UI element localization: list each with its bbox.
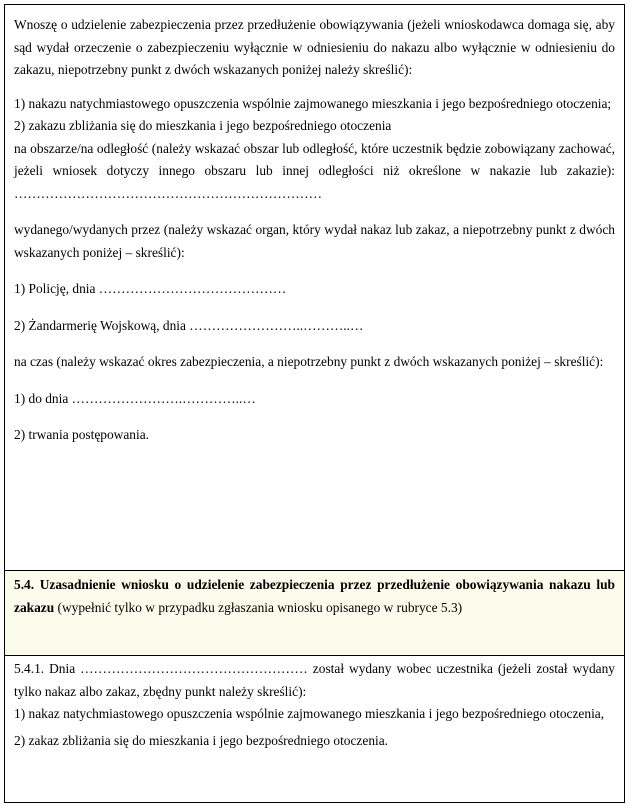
order-eviction-item: 1) nakazu natychmiastowego opuszczenia wspólnie zajmowanego mieszkania i jego bezpośredniego otoczenia; xyxy=(14,95,612,111)
proceedings-duration-item: 2) trwania postępowania. xyxy=(14,427,149,442)
police-date-field[interactable]: 1) Policję, dnia …………………………………… xyxy=(14,281,287,296)
ban-approach-item: 2) zakazu zbliżania się do mieszkania i jego bezpośredniego otoczenia xyxy=(14,118,392,133)
section-5-4-1-row xyxy=(5,656,624,802)
gendarmerie-date-field[interactable]: 2) Żandarmerię Wojskową, dnia ……………………..………..… xyxy=(14,317,364,333)
protection-request-intro: Wnoszę o udzielenie zabezpieczenia przez przedłużenie obowiązywania (jeżeli wnioskodawca domaga się, aby sąd wydał orzeczenie o zabezpieczeniu wyłącznie w odniesieniu do nakazu albo wyłącznie w odniesieniu do zakazu, niepotrzebny punkt z dwóch wskazanych poniżej należy skreślić): xyxy=(14,17,615,77)
section-5-4-title: 5.4. Uzasadnienie wniosku o udzielenie zabezpieczenia przez przedłużenie obowiązywania nakazu lub zakazu xyxy=(14,577,615,615)
eviction-order-item: 1) nakaz natychmiastowego opuszczenia wspólnie zajmowanego mieszkania i jego bezpośredniego otoczenia, xyxy=(14,706,605,721)
section-5-4-heading xyxy=(14,574,615,619)
approach-ban-item: 2) zakaz zbliżania się do mieszkania i jego bezpośredniego otoczenia. xyxy=(14,732,389,748)
period-text: na czas (należy wskazać okres zabezpieczenia, a niepotrzebny punkt z dwóch wskazanych poniżej – skreślić): xyxy=(14,354,604,369)
section-5-4-1-text xyxy=(14,658,615,752)
area-distance-field[interactable]: na obszarze/na odległość (należy wskazać obszar lub odległość, które uczestnik będzie zobowiązany zachować, jeżeli wniosek dotyczy innego obszaru lub innej odległości niż określone w nakazie lub zakazie): …………………………………………………………… xyxy=(14,140,615,201)
section-5-4-note: (wypełnić tylko w przypadku zgłaszania wniosku opisanego w rubryce 5.3) xyxy=(54,599,463,615)
section-5-3-row xyxy=(5,5,624,571)
form-table xyxy=(4,4,625,803)
until-date-field[interactable]: 1) do dnia …………………….…………..… xyxy=(14,390,256,406)
issuing-authority-text: wydanego/wydanych przez (należy wskazać organ, który wydał nakaz lub zakaz, a niepotrzebny punkt z dwóch wskazanych poniżej – skreślić): xyxy=(14,222,615,260)
issued-date-field[interactable]: 5.4.1. Dnia …………………………………………… został wydany wobec uczestnika (jeżeli został wydany tylko nakaz albo zakaz, zbędny punkt należy skreślić): xyxy=(14,661,615,699)
section-5-4-header-row xyxy=(5,571,624,656)
section-5-3-text xyxy=(14,14,615,447)
